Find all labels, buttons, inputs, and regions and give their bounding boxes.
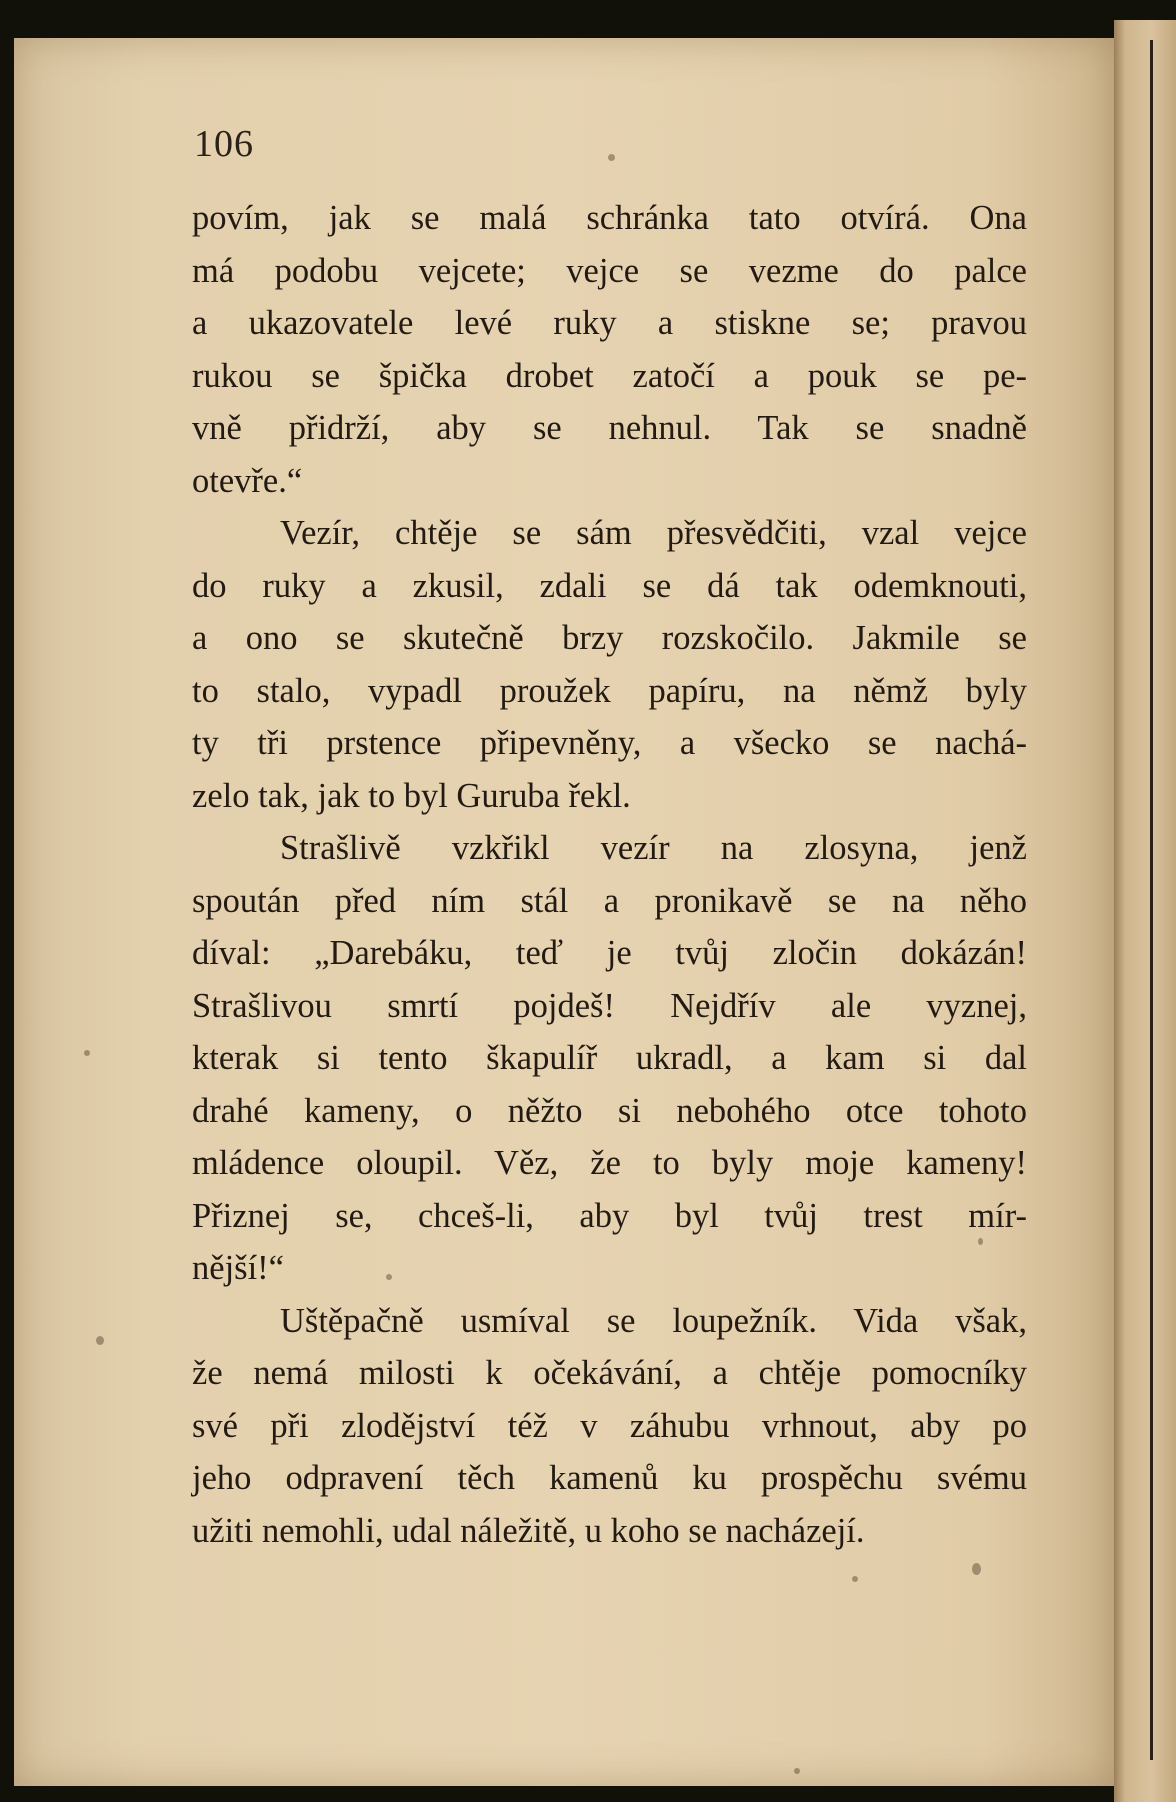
text-line: vně přidrží, aby se nehnul. Tak se snadně [192, 409, 1027, 447]
text-line: Přiznej se, chceš-li, aby byl tvůj trest mír- [192, 1196, 1027, 1235]
text-line: povím, jak se malá schránka tato otvírá. Ona [192, 199, 1027, 237]
text-line: kterak si tento škapulíř ukradl, a kam si dal [192, 1039, 1027, 1077]
text-line: ty tři prstence připevněny, a všecko se nachá- [192, 724, 1027, 762]
text-line: a ono se skutečně brzy rozskočilo. Jakmile se [192, 619, 1027, 657]
text-line: drahé kameny, o něžto si nebohého otce tohoto [192, 1091, 1027, 1130]
text-line: jeho odpravení těch kamenů ku prospěchu svému [192, 1459, 1027, 1497]
paper-speck [852, 1576, 858, 1582]
text-line: užiti nemohli, udal náležitě, u koho se nacházejí. [192, 1511, 865, 1550]
text-line: své při zlodějství též v záhubu vrhnout, aby po [192, 1406, 1027, 1445]
paper-speck [794, 1768, 800, 1774]
paper-speck [608, 154, 615, 161]
paper-speck [84, 1050, 90, 1056]
page-gutter-line [1150, 40, 1153, 1760]
paper-speck [972, 1563, 981, 1575]
page-number: 106 [194, 123, 254, 165]
text-line: rukou se špička drobet zatočí a pouk se pe- [192, 356, 1027, 395]
text-line: a ukazovatele levé ruky a stiskne se; pravou [192, 304, 1027, 342]
text-line: mládence oloupil. Věz, že to byly moje kameny! [192, 1144, 1027, 1182]
text-line: Strašlivou smrtí pojdeš! Nejdřív ale vyznej, [192, 986, 1027, 1025]
text-line: má podobu vejcete; vejce se vezme do palce [192, 251, 1027, 290]
paragraph-start: Strašlivě vzkřikl vezír na zlosyna, jenž [280, 829, 1027, 867]
page-text [192, 192, 1027, 1557]
text-line: spoután před ním stál a pronikavě se na něho [192, 881, 1027, 920]
paragraph-start: Uštěpačně usmíval se loupežník. Vida však, [280, 1301, 1027, 1340]
text-line: že nemá milosti k očekávání, a chtěje pomocníky [192, 1354, 1027, 1392]
text-line: do ruky a zkusil, zdali se dá tak odemknouti, [192, 566, 1027, 605]
next-page-edge [1114, 20, 1176, 1802]
paper-speck [96, 1336, 104, 1345]
text-line: díval: „Darebáku, teď je tvůj zločin dokázán! [192, 934, 1027, 972]
text-line: otevře.“ [192, 461, 303, 500]
text-line: to stalo, vypadl proužek papíru, na němž byly [192, 671, 1027, 710]
text-line: zelo tak, jak to byl Guruba řekl. [192, 776, 631, 815]
text-line: nější!“ [192, 1249, 284, 1287]
paragraph-start: Vezír, chtěje se sám přesvědčiti, vzal vejce [280, 514, 1027, 552]
